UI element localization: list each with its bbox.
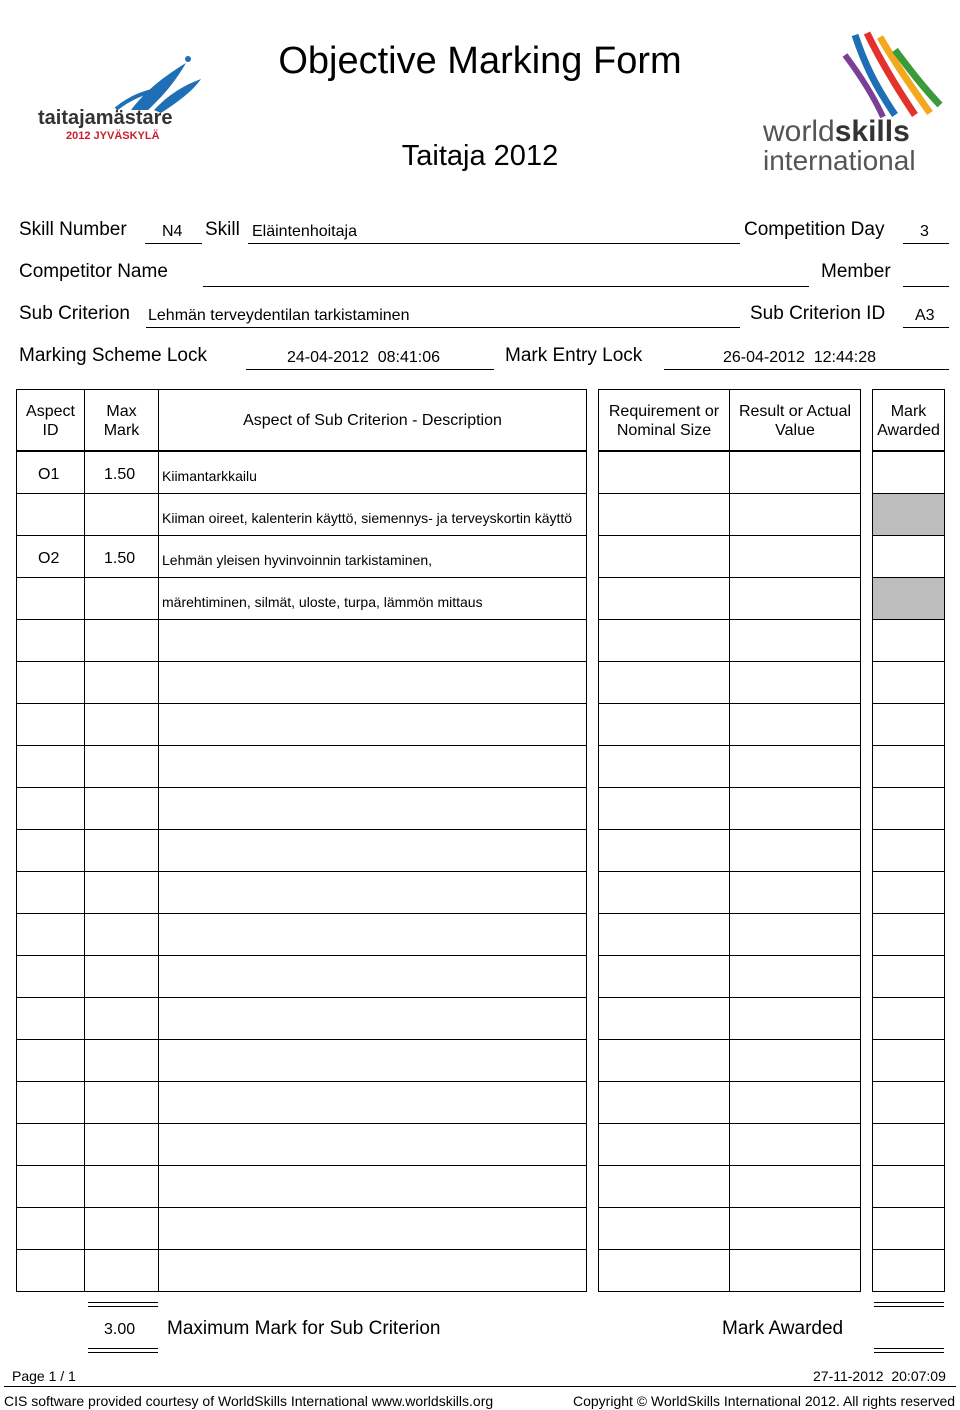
cell-aspect-id (16, 1039, 85, 1082)
marking-scheme-lock-label: Marking Scheme Lock (19, 345, 207, 366)
cell-mark-awarded[interactable] (872, 871, 945, 914)
cell-mark-awarded[interactable] (872, 745, 945, 788)
cell-requirement[interactable] (598, 787, 730, 830)
cell-result[interactable] (729, 1039, 861, 1082)
cell-requirement[interactable] (598, 871, 730, 914)
cell-result[interactable] (729, 661, 861, 704)
cell-aspect-id (16, 955, 85, 998)
cell-max-mark (84, 829, 159, 872)
sub-criterion-line (146, 327, 740, 328)
cell-mark-awarded (872, 493, 945, 536)
competition-day-label: Competition Day (744, 219, 885, 240)
skill-value: Eläintenhoitaja (252, 223, 357, 240)
header-mark-awarded-1: Mark (890, 403, 927, 420)
competitor-name-line (203, 286, 809, 287)
cell-mark-awarded[interactable] (872, 997, 945, 1040)
footer-rule (4, 1386, 956, 1387)
cell-description (158, 787, 587, 830)
skill-label: Skill (205, 219, 240, 240)
marking-scheme-lock-line (246, 369, 494, 370)
cell-description (158, 661, 587, 704)
cell-requirement[interactable] (598, 997, 730, 1040)
cell-result[interactable] (729, 1123, 861, 1166)
cell-description (158, 745, 587, 788)
mark-awarded-label: Mark Awarded (722, 1318, 844, 1339)
cell-mark-awarded[interactable] (872, 1123, 945, 1166)
worldskills-skills: skills (834, 115, 910, 148)
cell-result[interactable] (729, 577, 861, 620)
cell-mark-awarded[interactable] (872, 661, 945, 704)
cell-requirement[interactable] (598, 745, 730, 788)
cell-result[interactable] (729, 1165, 861, 1208)
header-max-mark (84, 389, 159, 451)
marking-scheme-lock-value: 24-04-2012 08:41:06 (287, 349, 441, 366)
cell-max-mark (84, 745, 159, 788)
cell-requirement[interactable] (598, 1123, 730, 1166)
competitor-name-label: Competitor Name (19, 261, 168, 282)
cell-requirement[interactable] (598, 493, 730, 536)
cell-description (158, 1081, 587, 1124)
cell-description (158, 913, 587, 956)
courtesy-note: CIS software provided courtesy of WorldSkills International www.worldskills.org (4, 1393, 494, 1409)
cell-aspect-id (16, 661, 85, 704)
cell-result[interactable] (729, 787, 861, 830)
mark-awarded-top-rule (874, 1302, 944, 1307)
cell-mark-awarded[interactable] (872, 787, 945, 830)
cell-requirement[interactable] (598, 1039, 730, 1082)
cell-aspect-id (16, 1081, 85, 1124)
cell-mark-awarded[interactable] (872, 1207, 945, 1250)
row-3-max: 1.50 (104, 550, 136, 567)
skill-number-label: Skill Number (19, 219, 127, 240)
header-requirement-1: Requirement or (608, 403, 720, 420)
cell-result[interactable] (729, 535, 861, 578)
cell-max-mark (84, 997, 159, 1040)
row-1-desc: Kiimantarkkailu (162, 468, 257, 484)
header-aspect-id-2: ID (42, 422, 59, 439)
cell-aspect-id (16, 871, 85, 914)
mark-awarded-bottom-rule (874, 1348, 944, 1353)
form-title: Objective Marking Form (278, 40, 682, 82)
cell-result[interactable] (729, 829, 861, 872)
competition-day-line (903, 243, 949, 244)
cell-result[interactable] (729, 871, 861, 914)
cell-max-mark (84, 787, 159, 830)
header-requirement (598, 389, 730, 451)
cell-description (158, 1123, 587, 1166)
cell-mark-awarded[interactable] (872, 1249, 945, 1292)
header-max-mark-1: Max (106, 403, 137, 420)
sub-criterion-value: Lehmän terveydentilan tarkistaminen (148, 307, 410, 324)
cell-aspect-id (16, 703, 85, 746)
cell-max-mark (84, 1207, 159, 1250)
cell-mark-awarded[interactable] (872, 1039, 945, 1082)
max-total-bottom-rule (88, 1348, 158, 1353)
competition-day-value: 3 (920, 223, 929, 240)
max-total-label: Maximum Mark for Sub Criterion (167, 1318, 441, 1339)
cell-mark-awarded[interactable] (872, 1081, 945, 1124)
cell-result[interactable] (729, 1207, 861, 1250)
copyright-note: Copyright © WorldSkills International 2012. All rights reserved (573, 1393, 956, 1409)
cell-max-mark (84, 619, 159, 662)
row-3-desc: Lehmän yleisen hyvinvoinnin tarkistaminen, (162, 552, 433, 568)
cell-aspect-id (16, 829, 85, 872)
cell-aspect-id (16, 577, 85, 620)
mark-entry-lock-label: Mark Entry Lock (505, 345, 643, 366)
cell-max-mark (84, 1123, 159, 1166)
taitaja-wordmark: taitajamästare (38, 107, 173, 129)
cell-mark-awarded[interactable] (872, 1165, 945, 1208)
cell-result[interactable] (729, 1081, 861, 1124)
row-1-id: O1 (38, 466, 60, 483)
cell-requirement[interactable] (598, 703, 730, 746)
member-label: Member (821, 261, 891, 282)
cell-aspect-id (16, 619, 85, 662)
cell-requirement[interactable] (598, 829, 730, 872)
cell-mark-awarded[interactable] (872, 451, 945, 494)
cell-max-mark (84, 703, 159, 746)
cell-max-mark (84, 1165, 159, 1208)
cell-max-mark (84, 1081, 159, 1124)
mark-entry-lock-line (664, 369, 949, 370)
sub-criterion-id-line (903, 327, 949, 328)
cell-result[interactable] (729, 493, 861, 536)
cell-requirement[interactable] (598, 577, 730, 620)
cell-description (158, 1039, 587, 1082)
cell-mark-awarded (872, 577, 945, 620)
header-mark-awarded (872, 389, 945, 451)
cell-max-mark (84, 913, 159, 956)
sub-criterion-id-label: Sub Criterion ID (750, 303, 886, 324)
cell-mark-awarded[interactable] (872, 829, 945, 872)
cell-aspect-id (16, 493, 85, 536)
cell-requirement[interactable] (598, 535, 730, 578)
cell-result[interactable] (729, 997, 861, 1040)
header-result (729, 389, 861, 451)
cell-description (158, 619, 587, 662)
cell-result[interactable] (729, 955, 861, 998)
cell-result[interactable] (729, 1249, 861, 1292)
cell-aspect-id (16, 745, 85, 788)
cell-aspect-id (16, 1249, 85, 1292)
cell-mark-awarded[interactable] (872, 955, 945, 998)
skill-number-line (145, 243, 202, 244)
header-mark-awarded-2: Awarded (877, 422, 940, 439)
row-2-desc: Kiiman oireet, kalenterin käyttö, siemennys- ja terveyskortin käyttö (162, 510, 573, 526)
header-aspect-id (16, 389, 85, 451)
cell-max-mark (84, 955, 159, 998)
header-max-mark-2: Mark (103, 422, 140, 439)
cell-aspect-id (16, 1123, 85, 1166)
cell-requirement[interactable] (598, 1165, 730, 1208)
cell-max-mark (84, 493, 159, 536)
header-description-text: Aspect of Sub Criterion - Description (243, 412, 502, 429)
cell-requirement[interactable] (598, 1081, 730, 1124)
cell-result[interactable] (729, 703, 861, 746)
cell-aspect-id (16, 1207, 85, 1250)
cell-aspect-id (16, 913, 85, 956)
cell-requirement[interactable] (598, 619, 730, 662)
cell-mark-awarded[interactable] (872, 535, 945, 578)
skill-line (248, 243, 740, 244)
worldskills-international: international (763, 145, 916, 176)
cell-result[interactable] (729, 913, 861, 956)
cell-mark-awarded[interactable] (872, 913, 945, 956)
header-result-1: Result or Actual (738, 403, 852, 420)
max-total-value: 3.00 (104, 1321, 136, 1338)
row-1-max: 1.50 (104, 466, 136, 483)
cell-max-mark (84, 1249, 159, 1292)
row-3-id: O2 (38, 550, 60, 567)
cell-description (158, 829, 587, 872)
member-line (903, 286, 949, 287)
cell-mark-awarded[interactable] (872, 619, 945, 662)
cell-result[interactable] (729, 619, 861, 662)
cell-description (158, 1207, 587, 1250)
print-timestamp: 27-11-2012 20:07:09 (813, 1368, 946, 1384)
cell-aspect-id (16, 787, 85, 830)
cell-result[interactable] (729, 745, 861, 788)
cell-requirement[interactable] (598, 661, 730, 704)
cell-description (158, 997, 587, 1040)
event-title: Taitaja 2012 (401, 140, 559, 172)
header-requirement-2: Nominal Size (616, 422, 712, 439)
cell-description (158, 703, 587, 746)
cell-requirement[interactable] (598, 955, 730, 998)
mark-entry-lock-value: 26-04-2012 12:44:28 (723, 349, 877, 366)
page-number: Page 1 / 1 (12, 1368, 76, 1384)
taitaja-year: 2012 JYVÄSKYLÄ (66, 130, 160, 142)
cell-description (158, 1165, 587, 1208)
cell-aspect-id (16, 997, 85, 1040)
row-4-desc: märehtiminen, silmät, uloste, turpa, lämmön mittaus (162, 594, 483, 610)
cell-requirement[interactable] (598, 1249, 730, 1292)
cell-requirement[interactable] (598, 451, 730, 494)
sub-criterion-label: Sub Criterion (19, 303, 130, 324)
cell-aspect-id (16, 1165, 85, 1208)
skill-number-value: N4 (162, 223, 183, 240)
cell-max-mark (84, 1039, 159, 1082)
cell-result[interactable] (729, 451, 861, 494)
header-aspect-id-1: Aspect (26, 403, 75, 420)
header-result-2: Value (775, 422, 815, 439)
max-total-top-rule (88, 1302, 158, 1307)
cell-max-mark (84, 871, 159, 914)
cell-max-mark (84, 577, 159, 620)
cell-description (158, 955, 587, 998)
sub-criterion-id-value: A3 (915, 307, 935, 324)
cell-description (158, 1249, 587, 1292)
cell-requirement[interactable] (598, 1207, 730, 1250)
cell-mark-awarded[interactable] (872, 703, 945, 746)
cell-requirement[interactable] (598, 913, 730, 956)
header-description (158, 389, 587, 451)
cell-max-mark (84, 661, 159, 704)
cell-description (158, 871, 587, 914)
worldskills-world: world (763, 115, 835, 148)
